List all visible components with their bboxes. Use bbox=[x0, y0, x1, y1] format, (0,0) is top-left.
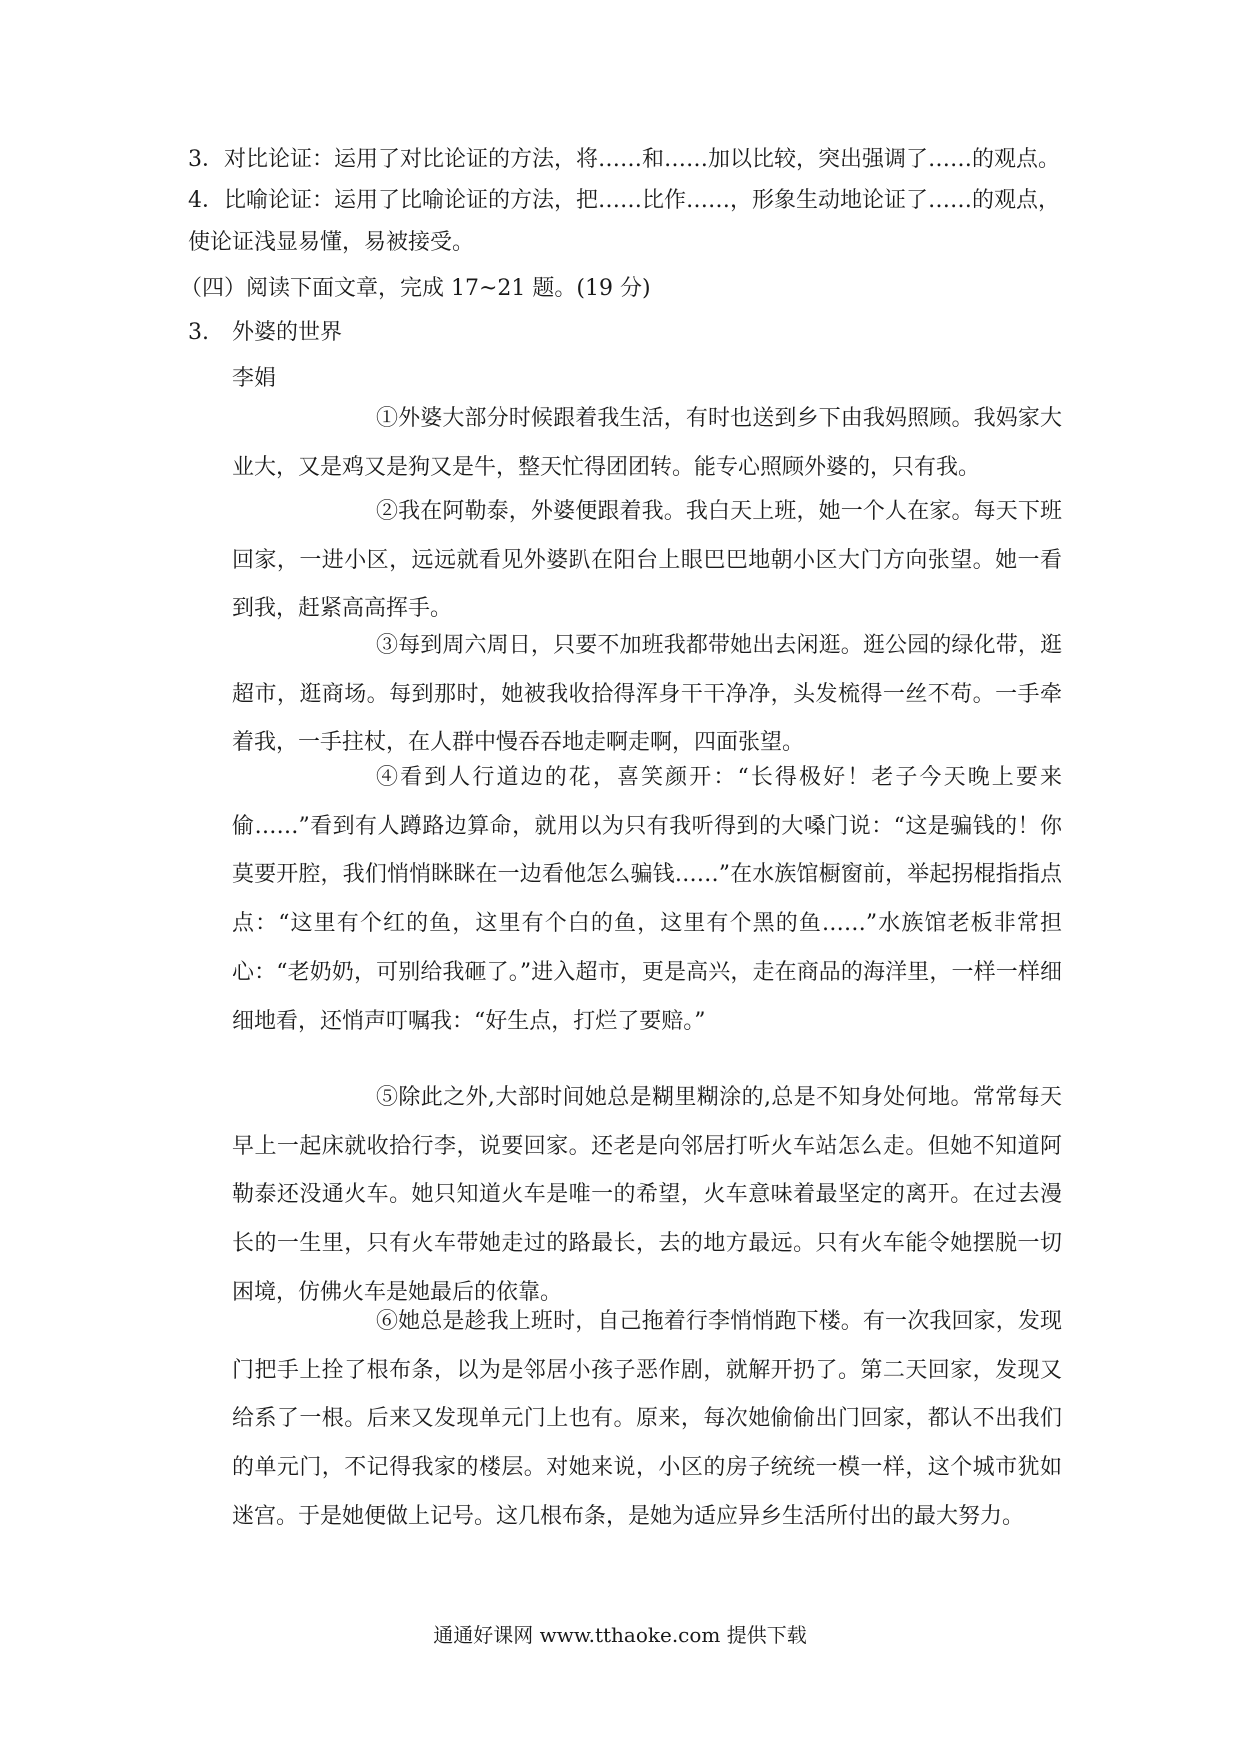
paragraph-6: ⑥她总是趁我上班时，自己拖着行李悄悄跑下楼。有一次我回家，发现门把手上拴了根布条，以为是邻居小孩子恶作剧，就解开扔了。第二天回家，发现又给系了一根。后来又发现单元门上也有。原来，每次她偷偷出门回家，都认不出我们的单元门，不记得我家的楼层。对她来说，小区的房子统统一模一样，这个城市犹如迷宫。于是她便做上记号。这几根布条，是她为适应异乡生活所付出的最大努力。 bbox=[232, 1309, 1062, 1529]
intro-line-3: 使论证浅显易懂，易被接受。 bbox=[188, 230, 475, 255]
item-number: 3. bbox=[188, 320, 209, 345]
paragraph-5: ⑤除此之外,大部时间她总是糊里糊涂的,总是不知身处何地。常常每天早上一起床就收拾行李，说要回家。还老是向邻居打听火车站怎么走。但她不知道阿勒泰还没通火车。她只知道火车是唯一的希望，火车意味着最坚定的离开。在过去漫长的一生里，只有火车带她走过的路最长，去的地方最远。只有火车能令她摆脱一切困境，仿佛火车是她最后的依靠。 bbox=[232, 1085, 1062, 1305]
page-footer: 通通好课网 www.tthaoke.com 提供下载 bbox=[433, 1623, 807, 1647]
paragraph-4: ④看到人行道边的花，喜笑颜开：“长得极好！老子今天晚上要来偷……”看到有人蹲路边算命，就用以为只有我听得到的大嗓门说：“这是骗钱的！你莫要开腔，我们悄悄眯眯在一边看他怎么骗钱……”在水族馆橱窗前，举起拐棍指指点点：“这里有个红的鱼，这里有个白的鱼，这里有个黑的鱼……”水族馆老板非常担心：“老奶奶，可别给我砸了。”进入超市，更是高兴，走在商品的海洋里，一样一样细细地看，还悄声叮嘱我：“好生点，打烂了要赔。” bbox=[232, 765, 1062, 1034]
paragraph-1: ①外婆大部分时候跟着我生活，有时也送到乡下由我妈照顾。我妈家大业大，又是鸡又是狗又是牛，整天忙得团团转。能专心照顾外婆的，只有我。 bbox=[232, 406, 1062, 480]
intro-line-1: 3．对比论证：运用了对比论证的方法，将……和……加以比较，突出强调了……的观点。 bbox=[188, 147, 1060, 172]
section-heading: （四）阅读下面文章，完成 17~21 题。(19 分) bbox=[180, 276, 651, 301]
article-title: 外婆的世界 bbox=[232, 320, 343, 345]
article-author: 李娟 bbox=[232, 366, 277, 391]
paragraph-2: ②我在阿勒泰，外婆便跟着我。我白天上班，她一个人在家。每天下班回家，一进小区，远远就看见外婆趴在阳台上眼巴巴地朝小区大门方向张望。她一看到我，赶紧高高挥手。 bbox=[232, 499, 1062, 622]
intro-line-2: 4．比喻论证：运用了比喻论证的方法，把……比作……，形象生动地论证了……的观点， bbox=[188, 188, 1060, 213]
paragraph-3: ③每到周六周日，只要不加班我都带她出去闲逛。逛公园的绿化带，逛超市，逛商场。每到那时，她被我收拾得浑身干干净净，头发梳得一丝不苟。一手牵着我，一手拄杖，在人群中慢吞吞地走啊走啊，四面张望。 bbox=[232, 633, 1062, 756]
